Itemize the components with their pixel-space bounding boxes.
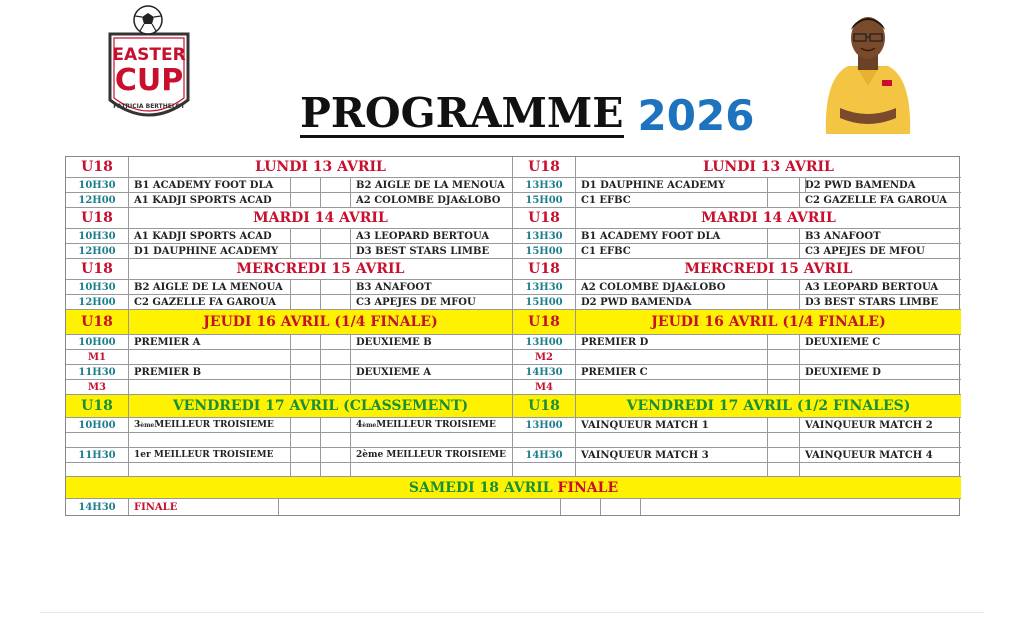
- score-cell: [321, 448, 351, 463]
- team-a: VAINQUEUR MATCH 3: [576, 448, 768, 463]
- team-b: B3 ANAFOOT: [351, 280, 513, 295]
- team-a: A2 COLOMBE DJA&LOBO: [576, 280, 768, 295]
- score-cell: [291, 350, 321, 365]
- empty-cell: [129, 350, 291, 365]
- empty-cell: [800, 433, 961, 448]
- match-time: 12H00: [66, 244, 129, 259]
- score-cell: [291, 229, 321, 244]
- team-b: DEUXIEME B: [351, 335, 513, 350]
- match-number: M4: [513, 380, 576, 395]
- empty-cell: [576, 433, 768, 448]
- score-cell: [768, 193, 800, 208]
- team-a: D1 DAUPHINE ACADEMY: [576, 178, 768, 193]
- score-cell: [768, 448, 800, 463]
- day-header: VENDREDI 17 AVRIL (1/2 FINALES): [576, 395, 961, 418]
- score-cell: [321, 335, 351, 350]
- team-a: D2 PWD BAMENDA: [576, 295, 768, 310]
- score-cell: [321, 418, 351, 433]
- score-cell: [321, 350, 351, 365]
- team-b: A3 LEOPARD BERTOUA: [800, 280, 961, 295]
- day-header: LUNDI 13 AVRIL: [129, 157, 513, 178]
- team-a: 3 ème MEILLEUR TROISIEME: [129, 418, 291, 433]
- team-b: 2ème MEILLEUR TROISIEME: [351, 448, 513, 463]
- team-a: C2 GAZELLE FA GAROUA: [129, 295, 291, 310]
- team-a: B2 AIGLE DE LA MENOUA: [129, 280, 291, 295]
- score-cell: [291, 448, 321, 463]
- match-time: 10H00: [66, 335, 129, 350]
- svg-text:PATRICIA BERTHELOT: PATRICIA BERTHELOT: [113, 103, 185, 110]
- match-number: M2: [513, 350, 576, 365]
- day-header: MARDI 14 AVRIL: [129, 208, 513, 229]
- match-time: 13H00: [513, 418, 576, 433]
- category-label: U18: [66, 259, 129, 280]
- day-header: LUNDI 13 AVRIL: [576, 157, 961, 178]
- category-label: U18: [513, 259, 576, 280]
- team-b: D2 PWD BAMENDA: [800, 178, 961, 193]
- score-cell: [768, 295, 800, 310]
- match-time: 13H30: [513, 178, 576, 193]
- day-header: VENDREDI 17 AVRIL (CLASSEMENT): [129, 395, 513, 418]
- empty-cell: [513, 463, 576, 477]
- score-cell: [291, 335, 321, 350]
- team-b: B2 AIGLE DE LA MENOUA: [351, 178, 513, 193]
- empty-cell: [66, 433, 129, 448]
- match-time: 10H30: [66, 178, 129, 193]
- team-b: D3 BEST STARS LIMBE: [351, 244, 513, 259]
- team-a: VAINQUEUR MATCH 1: [576, 418, 768, 433]
- empty-cell: [351, 350, 513, 365]
- score-cell: [561, 499, 601, 515]
- category-label: U18: [513, 157, 576, 178]
- score-cell: [291, 365, 321, 380]
- day-header: MERCREDI 15 AVRIL: [129, 259, 513, 280]
- title-word: PROGRAMME: [300, 89, 624, 137]
- day-header: JEUDI 16 AVRIL (1/4 FINALE): [129, 310, 513, 335]
- score-cell: [768, 244, 800, 259]
- match-time: 10H00: [66, 418, 129, 433]
- team-b: C3 APEJES DE MFOU: [800, 244, 961, 259]
- category-label: U18: [513, 310, 576, 335]
- team-b: D3 BEST STARS LIMBE: [800, 295, 961, 310]
- day-header: MERCREDI 15 AVRIL: [576, 259, 961, 280]
- team-a: A1 KADJI SPORTS ACAD: [129, 229, 291, 244]
- match-time: 11H30: [66, 448, 129, 463]
- match-time: 13H00: [513, 335, 576, 350]
- title-year: 2026: [637, 91, 755, 140]
- score-cell: [768, 380, 800, 395]
- category-label: U18: [66, 310, 129, 335]
- score-cell: [321, 380, 351, 395]
- match-time: 11H30: [66, 365, 129, 380]
- easter-cup-logo: [104, 4, 194, 132]
- page-title: [300, 88, 780, 138]
- empty-cell: [800, 380, 961, 395]
- score-cell: [768, 335, 800, 350]
- score-cell: [291, 244, 321, 259]
- score-cell: [321, 463, 351, 477]
- match-time: 12H00: [66, 193, 129, 208]
- svg-text:EASTER: EASTER: [112, 45, 186, 65]
- team-b: A3 LEOPARD BERTOUA: [351, 229, 513, 244]
- team-a: PREMIER D: [576, 335, 768, 350]
- score-cell: [291, 463, 321, 477]
- score-cell: [291, 280, 321, 295]
- team-a: B1 ACADEMY FOOT DLA: [129, 178, 291, 193]
- score-cell: [768, 433, 800, 448]
- match-time: 10H30: [66, 229, 129, 244]
- match-time: 13H30: [513, 229, 576, 244]
- empty-cell: [576, 380, 768, 395]
- match-time: 12H00: [66, 295, 129, 310]
- team-b: VAINQUEUR MATCH 4: [800, 448, 961, 463]
- category-label: U18: [66, 395, 129, 418]
- category-label: U18: [513, 208, 576, 229]
- team-a: PREMIER B: [129, 365, 291, 380]
- team-a: PREMIER C: [576, 365, 768, 380]
- empty-cell: [351, 463, 513, 477]
- match-number: M1: [66, 350, 129, 365]
- score-cell: [291, 178, 321, 193]
- score-cell: [291, 380, 321, 395]
- score-cell: [291, 433, 321, 448]
- score-cell: [768, 280, 800, 295]
- team-b: C3 APEJES DE MFOU: [351, 295, 513, 310]
- empty-cell: [800, 350, 961, 365]
- score-cell: [321, 229, 351, 244]
- empty-cell: [129, 433, 291, 448]
- empty-cell: [129, 380, 291, 395]
- score-cell: [291, 295, 321, 310]
- empty-cell: [129, 463, 291, 477]
- schedule-table: [65, 156, 960, 516]
- team-a: B1 ACADEMY FOOT DLA: [576, 229, 768, 244]
- match-time: 15H00: [513, 193, 576, 208]
- team-b: B3 ANAFOOT: [800, 229, 961, 244]
- match-time: 14H30: [66, 499, 129, 515]
- empty-cell: [576, 463, 768, 477]
- final-day-header: [66, 477, 961, 499]
- team-a: A1 KADJI SPORTS ACAD: [129, 193, 291, 208]
- empty-cell: [66, 463, 129, 477]
- team-a: C1 EFBC: [576, 193, 768, 208]
- match-time: 14H30: [513, 448, 576, 463]
- empty-cell: [279, 499, 561, 515]
- score-cell: [321, 178, 351, 193]
- score-cell: [291, 193, 321, 208]
- match-time: 15H00: [513, 244, 576, 259]
- team-b: A2 COLOMBE DJA&LOBO: [351, 193, 513, 208]
- empty-cell: [351, 380, 513, 395]
- bottom-divider: [40, 612, 984, 613]
- empty-cell: [351, 433, 513, 448]
- team-b: VAINQUEUR MATCH 2: [800, 418, 961, 433]
- final-word: FINALE: [557, 479, 619, 496]
- score-cell: [768, 178, 800, 193]
- match-time: 10H30: [66, 280, 129, 295]
- team-a: 1er MEILLEUR TROISIEME: [129, 448, 291, 463]
- final-label: FINALE: [129, 499, 279, 515]
- empty-cell: [513, 433, 576, 448]
- score-cell: [321, 365, 351, 380]
- score-cell: [768, 350, 800, 365]
- category-label: U18: [66, 157, 129, 178]
- empty-cell: [800, 463, 961, 477]
- score-cell: [601, 499, 641, 515]
- score-cell: [768, 418, 800, 433]
- final-day-label: SAMEDI 18 AVRIL: [408, 479, 553, 496]
- team-a: D1 DAUPHINE ACADEMY: [129, 244, 291, 259]
- team-b: 4 ème MEILLEUR TROISIEME: [351, 418, 513, 433]
- score-cell: [321, 280, 351, 295]
- score-cell: [291, 418, 321, 433]
- score-cell: [321, 193, 351, 208]
- score-cell: [321, 433, 351, 448]
- category-label: U18: [513, 395, 576, 418]
- team-b: DEUXIEME A: [351, 365, 513, 380]
- match-time: 14H30: [513, 365, 576, 380]
- empty-cell: [641, 499, 961, 515]
- category-label: U18: [66, 208, 129, 229]
- score-cell: [768, 463, 800, 477]
- team-b: DEUXIEME D: [800, 365, 961, 380]
- score-cell: [321, 244, 351, 259]
- score-cell: [768, 365, 800, 380]
- match-time: 13H30: [513, 280, 576, 295]
- team-b: C2 GAZELLE FA GAROUA: [800, 193, 961, 208]
- score-cell: [768, 229, 800, 244]
- match-time: 15H00: [513, 295, 576, 310]
- match-number: M3: [66, 380, 129, 395]
- day-header: MARDI 14 AVRIL: [576, 208, 961, 229]
- score-cell: [321, 295, 351, 310]
- team-a: PREMIER A: [129, 335, 291, 350]
- team-b: DEUXIEME C: [800, 335, 961, 350]
- team-a: C1 EFBC: [576, 244, 768, 259]
- empty-cell: [576, 350, 768, 365]
- svg-text:CUP: CUP: [114, 63, 184, 98]
- portrait-photo: [818, 8, 918, 134]
- day-header: JEUDI 16 AVRIL (1/4 FINALE): [576, 310, 961, 335]
